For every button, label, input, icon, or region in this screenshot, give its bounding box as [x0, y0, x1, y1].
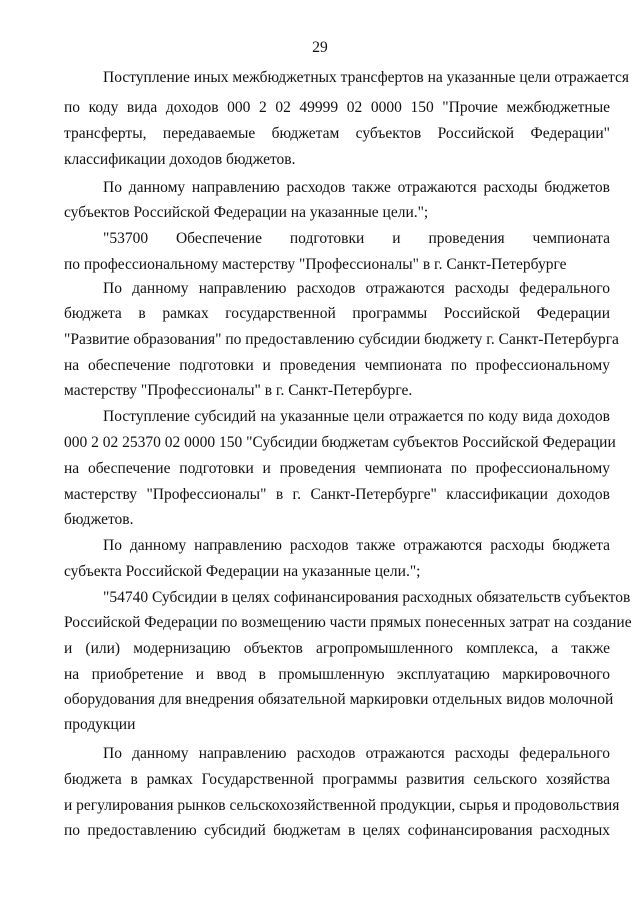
p5-line-1: Поступление субсидий на указанные цели отражается по коду вида доходов: [103, 408, 610, 425]
p7-line-4: на приобретение и ввод в промышленную эксплуатацию маркировочного: [64, 666, 610, 683]
p7-line-5: оборудования для внедрения обязательной маркировки отдельных видов молочной: [64, 691, 614, 708]
p7-line-2: Российской Федерации по возмещению части прямых понесенных затрат на создание: [64, 614, 632, 631]
p7-line-1: "54740 Субсидии в целях софинансирования расходных обязательств субъектов: [103, 589, 631, 606]
p6-line-2: субъекта Российской Федерации на указанные цели.";: [64, 563, 421, 580]
p4-line-4: на обеспечение подготовки и проведения чемпионата по профессиональному: [64, 357, 610, 374]
p1-line-2: по коду вида доходов 000 2 02 49999 02 0000 150 "Прочие межбюджетные: [64, 99, 610, 116]
p1-line-4: классификации доходов бюджетов.: [64, 151, 296, 168]
p3-line-2: по профессиональному мастерству "Профессионалы" в г. Санкт-Петербурге: [64, 256, 567, 273]
p8-line-3: и регулирования рынков сельскохозяйственной продукции, сырья и продовольствия: [64, 797, 620, 814]
p4-line-5: мастерству "Профессионалы" в г. Санкт-Петербурге.: [64, 382, 413, 399]
p7-line-6: продукции: [64, 716, 136, 733]
p6-line-1: По данному направлению расходов также отражаются расходы бюджета: [103, 537, 610, 554]
p1-line-3: трансферты, передаваемые бюджетам субъектов Российской Федерации": [64, 125, 610, 142]
p8-line-1: По данному направлению расходов отражаются расходы федерального: [103, 745, 610, 762]
p5-line-2: 000 2 02 25370 02 0000 150 "Субсидии бюджетам субъектов Российской Федерации: [64, 434, 616, 451]
p2-line-1: По данному направлению расходов также отражаются расходы бюджетов: [103, 179, 610, 196]
p4-line-1: По данному направлению расходов отражаются расходы федерального: [103, 280, 610, 297]
p7-line-3: и (или) модернизацию объектов агропромышленного комплекса, а также: [64, 640, 610, 657]
p1-line-1: Поступление иных межбюджетных трансфертов на указанные цели отражается: [103, 69, 629, 86]
p4-line-2: бюджета в рамках государственной программы Российской Федерации: [64, 305, 610, 322]
p8-line-2: бюджета в рамках Государственной программы развития сельского хозяйства: [64, 771, 610, 788]
p5-line-5: бюджетов.: [64, 511, 134, 528]
p4-line-3: "Развитие образования" по предоставлению субсидии бюджету г. Санкт-Петербурга: [64, 331, 619, 348]
p5-line-3: на обеспечение подготовки и проведения чемпионата по профессиональному: [64, 460, 610, 477]
p8-line-4: по предоставлению субсидий бюджетам в целях софинансирования расходных: [64, 822, 610, 839]
page-number: 29: [312, 39, 328, 56]
p3-line-1: "53700 Обеспечение подготовки и проведения чемпионата: [103, 230, 610, 247]
p2-line-2: субъектов Российской Федерации на указанные цели.";: [64, 204, 429, 221]
p5-line-4: мастерству "Профессионалы" в г. Санкт-Петербурге" классификации доходов: [64, 486, 610, 503]
